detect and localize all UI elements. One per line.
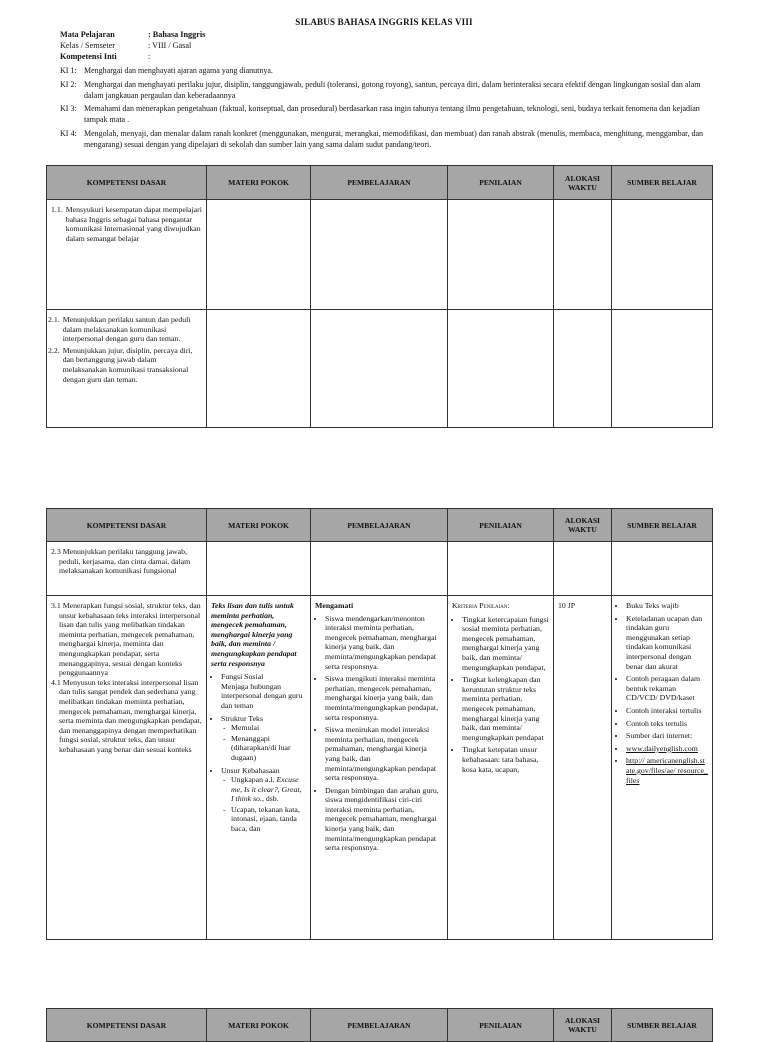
list-item: • Sumber dari internet:	[626, 731, 708, 741]
header-kd: KOMPETENSI DASAR	[47, 1009, 207, 1042]
ki-2-text: Menghargai dan menghayati perilaku jujur, disiplin, tanggungjawab, peduli (toleransi, gotong royong), santun, percaya diri, dalam berinteraksi secara efektif dengan lingkungan sosial dan alam dalam jangkauan pergaulan dan keberadaannya	[84, 80, 701, 100]
sumber-cell	[612, 596, 713, 940]
empty-cell	[448, 542, 554, 596]
ki-1-label: KI 1:	[60, 66, 77, 75]
kd-text: Mensyukuri kesempatan dapat mempelajari bahasa Inggris sebagai bahasa pengantar komunikasi Internasional yang diwujudkan dalam semangat belajar	[65, 205, 202, 243]
header-pembelajaran: PEMBELAJARAN	[311, 509, 448, 542]
table-header-row	[47, 166, 713, 200]
ki-3-text: Memahami dan menerapkan pengetahuan (faktual, konseptual, dan prosedural) berdasarkan rasa ingin tahunya tentang ilmu pengetahuan, teknologi, seni, budaya terkait fenomena dan kejadian tampak mata .	[84, 104, 700, 124]
kd-cell	[47, 200, 207, 310]
kd-number: 2.2.	[48, 345, 60, 355]
kd-text: 2.3 Menunjukkan perilaku tanggung jawab, peduli, kerjasama, dan cinta damai, dalam melaksanakan komunikasi fungsional	[51, 547, 191, 576]
list-item: - Memulai	[231, 723, 306, 733]
kelas-row	[60, 41, 191, 50]
list-item: • Siswa mengikuti interaksi meminta perhatian, mengecek pemahaman, menghargai kinerja yang baik, dan meminta/mengungkapkan pendapat, serta responsnya.	[325, 674, 443, 722]
silabus-table-2	[46, 508, 713, 940]
list-item	[221, 672, 306, 710]
link-americanenglish[interactable]: http:// americanenglish.state.gov/files/ae/ resource_files	[626, 756, 708, 785]
list-item: • Keteladanan ucapan dan tindakan guru menggunakan setiap tindakan komunikasi interpersonal dengan benar dan akurat	[626, 614, 708, 672]
mapel-row	[60, 30, 205, 39]
kelas-value: : VIII / Gasal	[148, 41, 192, 50]
empty-cell	[207, 310, 311, 428]
list-item: • Tingkat ketepatan unsur kebahasaan: tata bahasa, kosa kata, ucapan,	[462, 745, 549, 774]
list-item: • Siswa menirukan model interaksi meminta perhatian, mengecek pemahaman, menghargai kinerja yang baik, dan meminta/mengungkapkan pendapat serta responsnya.	[325, 725, 443, 783]
kd-cell	[47, 542, 207, 596]
list-item: - Menanggapi (diharapkan/di luar dugaan)	[231, 734, 306, 763]
list-item: - Ucapan, tekanan kata, intonasi, ejaan, tanda baca, dan	[231, 805, 306, 834]
pembelajaran-cell	[311, 596, 448, 940]
list-item	[626, 744, 708, 754]
unsur-text: Ungkapan a.l.	[231, 775, 277, 785]
silabus-table-1	[46, 165, 713, 428]
list-item	[221, 766, 306, 834]
empty-cell	[311, 310, 448, 428]
link-dailyenglish[interactable]: www.dailyenglish.com	[626, 743, 698, 753]
list-item: • Contoh interaksi tertulis	[626, 706, 708, 716]
kriteria-label: Kriteria Penilaian:	[452, 601, 510, 610]
kd-item	[48, 315, 202, 344]
materi-title: Teks lisan dan tulis untuk meminta perhatian, mengecek pemahaman, menghargai kinerja yang baik, dan meminta / mengungkapkan pendapat serta responsnya	[211, 601, 297, 668]
list-item	[231, 775, 306, 804]
empty-cell	[207, 542, 311, 596]
empty-cell	[612, 200, 713, 310]
ki-4	[60, 129, 720, 150]
ki-4-label: KI 4:	[60, 129, 77, 138]
header-materi: MATERI POKOK	[207, 1009, 311, 1042]
header-materi: MATERI POKOK	[207, 509, 311, 542]
empty-cell	[554, 310, 612, 428]
header-sumber: SUMBER BELAJAR	[612, 166, 713, 200]
empty-cell	[612, 542, 713, 596]
kompetensi-row	[60, 52, 150, 61]
kd-item	[48, 346, 202, 384]
ki-1-text: Menghargai dan menghayati ajaran agama yang dianutnya.	[84, 66, 273, 75]
pembelajaran-list	[315, 614, 443, 853]
ki-2	[60, 80, 720, 101]
fungsi-text: Menjaga hubungan interpersonal dengan guru dan teman	[221, 681, 303, 710]
kompetensi-label: Kompetensi Inti	[60, 52, 117, 61]
empty-cell	[448, 200, 554, 310]
header-alokasi: ALOKASI WAKTU	[554, 1009, 612, 1042]
list-item: • Buku Teks wajib	[626, 601, 708, 611]
ki-3	[60, 104, 720, 125]
list-item: • Dengan bimbingan dan arahan guru, siswa mengidentifikasi ciri-ciri interaksi meminta perhatian, mengecek pemahaman, menghargai kinerja yang baik, dan meminta/mengungkapkan pendapat serta responsnya.	[325, 786, 443, 853]
header-kd: KOMPETENSI DASAR	[47, 509, 207, 542]
list-item: • Tingkat kelengkapan dan keruntutan struktur teks meminta perhatian, mengecek pemahaman, menghargai kinerja yang baik, dan meminta/ mengungkapkan pendapat	[462, 675, 549, 742]
table-row	[47, 200, 713, 310]
fungsi-label: Fungsi Sosial	[221, 672, 264, 682]
list-item: • Siswa mendengarkan/menonton interaksi meminta perhatian, mengecek pemahaman, menghargai kinerja yang baik, dan meminta/mengungkapkan pendapat serta responsnya.	[325, 614, 443, 672]
header-penilaian: PENILAIAN	[448, 1009, 554, 1042]
kd-cell	[47, 310, 207, 428]
header-penilaian: PENILAIAN	[448, 509, 554, 542]
table-header-row	[47, 509, 713, 542]
empty-cell	[311, 200, 448, 310]
empty-cell	[448, 310, 554, 428]
empty-cell	[554, 200, 612, 310]
kd-text: Menunjukkan perilaku santun dan peduli dalam melaksanakan komunikasi interpersonal dengan guru dan teman.	[62, 315, 191, 344]
table-header-row	[47, 1009, 713, 1042]
header-kd: KOMPETENSI DASAR	[47, 166, 207, 200]
ki-1	[60, 66, 720, 77]
header-sumber: SUMBER BELAJAR	[612, 1009, 713, 1042]
struktur-list	[221, 723, 306, 762]
penilaian-cell	[448, 596, 554, 940]
kelas-label: Kelas / Semseter	[60, 41, 116, 50]
kd-item	[51, 205, 202, 243]
kd-text: Menunjukkan jujur, disiplin, percaya diri, dan bertanggung jawab dalam melaksanakan komunikasi transaksional dengan guru dan teman.	[62, 345, 193, 384]
unsur-list	[221, 775, 306, 834]
document-title: SILABUS BAHASA INGGRIS KELAS VIII	[295, 17, 473, 27]
kd-number: 2.1.	[48, 315, 60, 324]
table-row	[47, 310, 713, 428]
header-alokasi: ALOKASI WAKTU	[554, 166, 612, 200]
kd-cell	[47, 596, 207, 940]
list-item	[626, 756, 708, 785]
table-row	[47, 596, 713, 940]
unsur-end: dsb.	[263, 794, 279, 804]
kd-number: 1.1.	[51, 205, 63, 214]
unsur-example: Excuse me, Is it clear?, Great, I think so.,	[231, 775, 302, 804]
table-row	[47, 542, 713, 596]
struktur-label: Struktur Teks	[221, 713, 263, 723]
header-pembelajaran: PEMBELAJARAN	[311, 166, 448, 200]
penilaian-list	[452, 615, 549, 775]
header-penilaian: PENILAIAN	[448, 166, 554, 200]
alokasi-cell	[554, 596, 612, 940]
ki-3-label: KI 3:	[60, 104, 77, 113]
empty-cell	[554, 542, 612, 596]
materi-list	[211, 672, 306, 834]
kd-3-1: 3.1 Menerapkan fungsi sosial, struktur teks, dan unsur kebahasaan teks interaksi interpersonal lisan dan tulis yang melibatkan tindakan meminta perhatian, mengecek pemahaman, menghargai kinerja, meminta dan mengungkapkan pendapat, serta menanggapinya, sesuai dengan konteks penggunaannya	[51, 601, 201, 678]
header-alokasi: ALOKASI WAKTU	[554, 509, 612, 542]
mapel-label: Mata Pelajaran	[60, 30, 115, 39]
header-materi: MATERI POKOK	[207, 166, 311, 200]
empty-cell	[612, 310, 713, 428]
list-item: • Contoh peragaan dalam bentuk rekaman CD/VCD/ DVD/kaset	[626, 674, 708, 703]
alokasi-value: 10 JP	[558, 601, 576, 610]
materi-cell	[207, 596, 311, 940]
unsur-label: Unsur Kebahasaan	[221, 765, 280, 775]
list-item	[221, 714, 306, 763]
empty-cell	[207, 200, 311, 310]
list-item: • Contoh teks tertulis	[626, 719, 708, 729]
ki-4-text: Mengolah, menyaji, dan menalar dalam ranah konkret (menggunakan, mengurai, merangkai, memodifikasi, dan membuat) dan ranah abstrak (menulis, membaca, menghitung, menggambar, dan mengarang) sesuai dengan yang dipelajari di sekolah dan sumber lain yang sama dalam sudut pandang/teori.	[84, 129, 704, 149]
kompetensi-value: :	[148, 52, 151, 61]
header-sumber: SUMBER BELAJAR	[612, 509, 713, 542]
ki-2-label: KI 2:	[60, 80, 77, 89]
empty-cell	[311, 542, 448, 596]
kd-4-1: 4.1 Menyusun teks interaksi interpersonal lisan dan tulis sangat pendek dan sederhana yang melibatkan tindakan meminta perhatian, mengecek pemahaman, menghargai kinerja, serta meminta dan mengungkapkan pendapat, dan menanggapinya dengan memperhatikan fungsi sosial, struktur teks, dan unsur kebahasaan yang benar dan sesuai konteks	[51, 677, 202, 754]
mengamati-label: Mengamati	[315, 601, 354, 610]
header-pembelajaran: PEMBELAJARAN	[311, 1009, 448, 1042]
sumber-list	[616, 601, 708, 785]
silabus-table-3	[46, 1008, 713, 1042]
list-item: • Tingkat ketercapaian fungsi sosial meminta perhatian, mengecek pemahaman, menghargai kinerja yang baik, dan meminta/ mengungkapkan pendapat,	[462, 615, 549, 673]
mapel-value: : Bahasa Inggris	[148, 30, 206, 39]
